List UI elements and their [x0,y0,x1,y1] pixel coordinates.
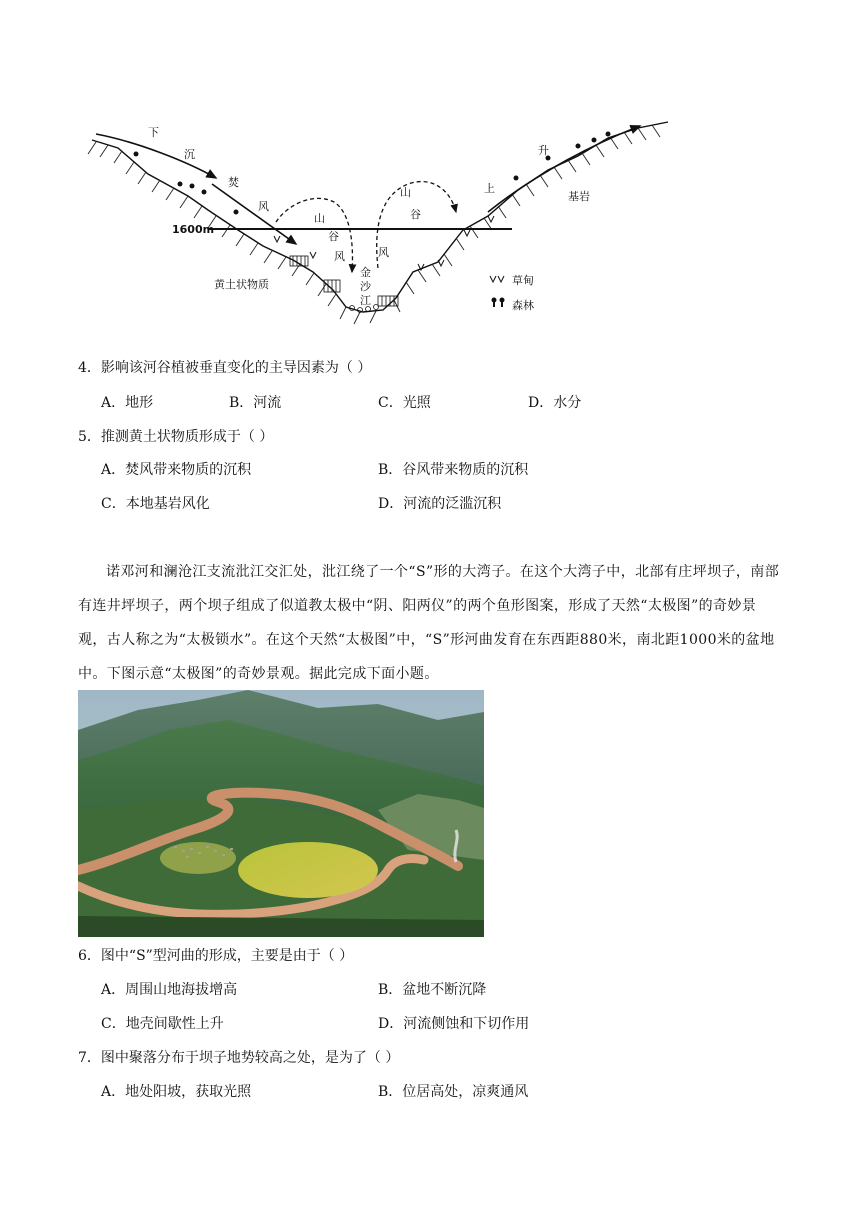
q4-option-c[interactable]: C．光照 [378,395,431,411]
meadow-symbols [274,216,494,270]
q6-stem: 6．图中“S”型河曲的形成，主要是由于（ ） [78,948,354,964]
q7-option-b[interactable]: B．位居高处，凉爽通风 [378,1084,529,1100]
q5-option-a[interactable]: A．焚风带来物质的沉积 [101,462,252,478]
passage-text: 诺邓河和澜沧江支流沘江交汇处，沘江绕了一个“S”形的大湾子。在这个大湾子中，北部有庄坪坝子，南部有连井坪坝子，两个坝子组成了似道教太极中“阴、阳两仪”的两个鱼形图案，形成了天然“太极图”的奇妙景观，古人称之为“太极锁水”。在这个天然“太极图”中，“S”形河曲发育在东西距880米，南北距1000米的盆地中。下图示意“太极图”的奇妙景观。据此完成下面小题。 [78,564,780,682]
label-loess: 黄土状物质 [214,278,269,291]
rising-wind-arrow [488,126,640,212]
subsiding-wind-arrow [96,134,216,178]
q6-option-d[interactable]: D．河流侧蚀和下切作用 [378,1016,530,1032]
q5-option-c[interactable]: C．本地基岩风化 [101,496,210,512]
legend-grass-icon [490,276,504,282]
q5-stem: 5．推测黄土状物质形成于（ ） [78,429,274,445]
label-elevation: 1600m [172,223,215,236]
q7-option-a[interactable]: A．地处阳坡，获取光照 [101,1084,252,1100]
q6-option-a[interactable]: A．周围山地海拔增高 [101,982,238,998]
q6-option-b[interactable]: B．盆地不断沉降 [378,982,487,998]
label-sha: 沙 [360,280,371,293]
q4-option-b[interactable]: B．河流 [229,395,282,411]
label-bedrock: 基岩 [568,190,590,203]
legend-grass-label: 草甸 [512,274,534,287]
q6-option-c[interactable]: C．地壳间歇性上升 [101,1016,224,1032]
loess-patches [290,256,398,306]
label-feng-left: 风 [334,250,345,263]
label-sheng: 升 [538,144,549,157]
label-shang: 上 [484,182,495,195]
label-jin: 金 [360,266,371,279]
label-gu-right: 谷 [410,208,421,221]
label-xia: 下 [148,126,159,139]
label-jiang: 江 [360,294,371,307]
legend-forest-label: 森林 [512,299,534,312]
q4-option-a[interactable]: A．地形 [101,395,154,411]
label-feng-right: 风 [378,246,389,259]
valley-wind-diagram [78,112,688,337]
q5-option-b[interactable]: B．谷风带来物质的沉积 [378,462,529,478]
label-shan-left: 山 [314,212,325,225]
label-gu-left: 谷 [328,230,339,243]
taiji-landscape-photo [78,690,484,937]
q4-option-d[interactable]: D．水分 [528,395,582,411]
q7-stem: 7．图中聚落分布于坝子地势较高之处，是为了（ ） [78,1050,400,1066]
q5-option-d[interactable]: D．河流的泛滥沉积 [378,496,502,512]
label-fen: 焚 [228,176,239,189]
q4-stem: 4．影响该河谷植被垂直变化的主导因素为（ ） [78,360,372,376]
label-shan-right: 山 [400,186,411,199]
legend-forest-icon [492,298,505,308]
label-feng-foehn: 风 [258,200,269,213]
label-chen: 沉 [184,148,195,161]
